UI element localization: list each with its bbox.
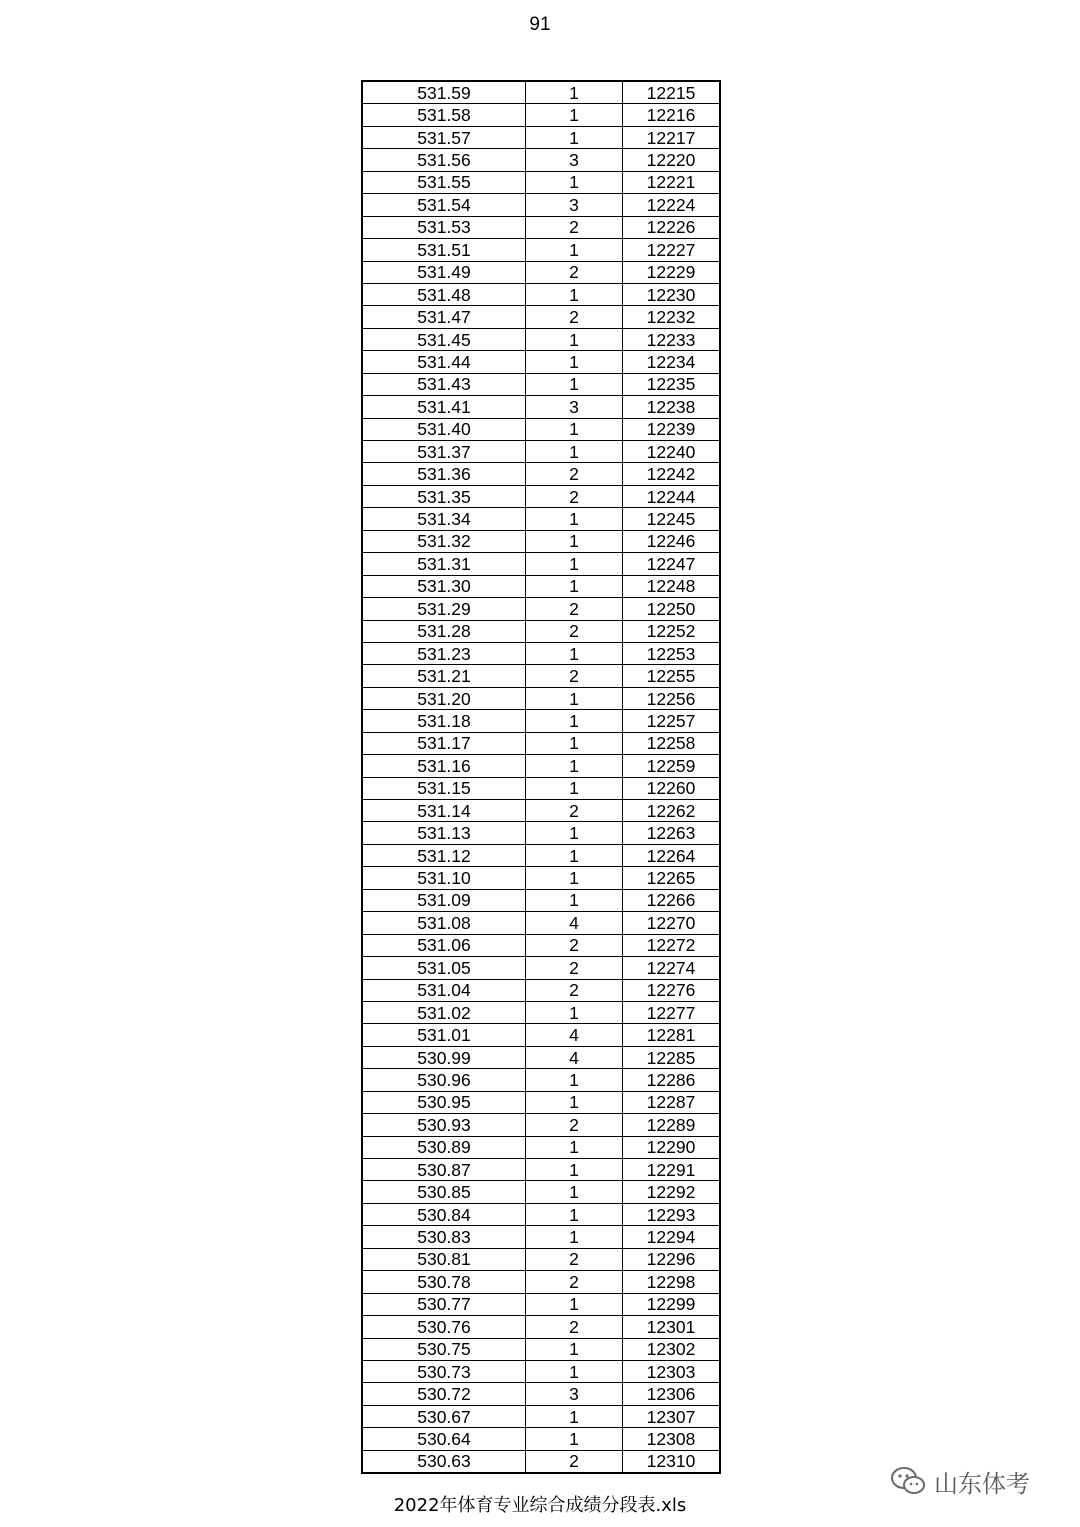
score-cell: 531.41	[362, 396, 526, 418]
cumulative-cell: 12296	[623, 1248, 721, 1270]
table-row	[362, 1338, 720, 1360]
table-row	[362, 1181, 720, 1203]
cumulative-cell: 12220	[623, 149, 721, 171]
cumulative-cell: 12281	[623, 1024, 721, 1046]
table-row	[362, 194, 720, 216]
table-row	[362, 642, 720, 664]
cumulative-cell: 12286	[623, 1069, 721, 1091]
score-cell: 531.18	[362, 710, 526, 732]
count-cell: 2	[526, 216, 623, 238]
score-cell: 530.95	[362, 1091, 526, 1113]
count-cell: 3	[526, 396, 623, 418]
count-cell: 1	[526, 1405, 623, 1427]
cumulative-cell: 12293	[623, 1203, 721, 1225]
count-cell: 2	[526, 1316, 623, 1338]
table-row	[362, 575, 720, 597]
footer-filename: 2022年体育专业综合成绩分段表.xls	[393, 1495, 687, 1516]
table-row	[362, 1001, 720, 1023]
table-row	[362, 979, 720, 1001]
score-cell: 531.36	[362, 463, 526, 485]
score-cell: 530.84	[362, 1203, 526, 1225]
table-row	[362, 598, 720, 620]
table-row	[362, 171, 720, 193]
count-cell: 2	[526, 485, 623, 507]
count-cell: 2	[526, 1271, 623, 1293]
score-cell: 530.89	[362, 1136, 526, 1158]
score-cell: 531.12	[362, 844, 526, 866]
count-cell: 1	[526, 844, 623, 866]
score-cell: 531.35	[362, 485, 526, 507]
count-cell: 1	[526, 373, 623, 395]
score-cell: 531.45	[362, 328, 526, 350]
count-cell: 2	[526, 957, 623, 979]
cumulative-cell: 12245	[623, 508, 721, 530]
table-row	[362, 396, 720, 418]
cumulative-cell: 12250	[623, 598, 721, 620]
score-cell: 531.40	[362, 418, 526, 440]
cumulative-cell: 12265	[623, 867, 721, 889]
count-cell: 1	[526, 822, 623, 844]
table-row	[362, 1091, 720, 1113]
count-cell: 1	[526, 1181, 623, 1203]
table-row	[362, 1069, 720, 1091]
table-row	[362, 889, 720, 911]
cumulative-cell: 12246	[623, 530, 721, 552]
count-cell: 1	[526, 171, 623, 193]
cumulative-cell: 12263	[623, 822, 721, 844]
table-row	[362, 508, 720, 530]
cumulative-cell: 12221	[623, 171, 721, 193]
cumulative-cell: 12298	[623, 1271, 721, 1293]
table-row	[362, 822, 720, 844]
score-cell: 531.13	[362, 822, 526, 844]
score-cell: 531.49	[362, 261, 526, 283]
cumulative-cell: 12242	[623, 463, 721, 485]
cumulative-cell: 12299	[623, 1293, 721, 1315]
table-row	[362, 800, 720, 822]
count-cell: 1	[526, 755, 623, 777]
score-cell: 530.64	[362, 1428, 526, 1450]
cumulative-cell: 12248	[623, 575, 721, 597]
count-cell: 4	[526, 912, 623, 934]
cumulative-cell: 12287	[623, 1091, 721, 1113]
count-cell: 1	[526, 418, 623, 440]
cumulative-cell: 12274	[623, 957, 721, 979]
score-cell: 530.81	[362, 1248, 526, 1270]
score-cell: 531.58	[362, 104, 526, 126]
count-cell: 2	[526, 979, 623, 1001]
table-row	[362, 687, 720, 709]
count-cell: 1	[526, 710, 623, 732]
table-row	[362, 81, 720, 104]
count-cell: 1	[526, 1203, 623, 1225]
table-row	[362, 1293, 720, 1315]
count-cell: 4	[526, 1046, 623, 1068]
count-cell: 2	[526, 463, 623, 485]
table-row	[362, 306, 720, 328]
table-row	[362, 934, 720, 956]
score-cell: 531.09	[362, 889, 526, 911]
table-row	[362, 1360, 720, 1382]
score-cell: 531.48	[362, 283, 526, 305]
count-cell: 1	[526, 867, 623, 889]
score-cell: 531.44	[362, 351, 526, 373]
score-cell: 531.59	[362, 81, 526, 104]
score-cell: 531.21	[362, 665, 526, 687]
score-cell: 530.78	[362, 1271, 526, 1293]
table-row	[362, 1450, 720, 1473]
count-cell: 1	[526, 351, 623, 373]
score-cell: 531.47	[362, 306, 526, 328]
count-cell: 3	[526, 1383, 623, 1405]
table-row	[362, 283, 720, 305]
page-number: 91	[529, 14, 551, 35]
cumulative-cell: 12264	[623, 844, 721, 866]
cumulative-cell: 12270	[623, 912, 721, 934]
score-cell: 530.99	[362, 1046, 526, 1068]
count-cell: 1	[526, 777, 623, 799]
score-cell: 531.15	[362, 777, 526, 799]
count-cell: 1	[526, 530, 623, 552]
table-row	[362, 1383, 720, 1405]
table-row	[362, 1428, 720, 1450]
count-cell: 1	[526, 1338, 623, 1360]
count-cell: 2	[526, 665, 623, 687]
count-cell: 1	[526, 553, 623, 575]
table-row	[362, 530, 720, 552]
table-row	[362, 1046, 720, 1068]
table-row	[362, 710, 720, 732]
count-cell: 2	[526, 306, 623, 328]
cumulative-cell: 12229	[623, 261, 721, 283]
count-cell: 1	[526, 732, 623, 754]
table-row	[362, 1203, 720, 1225]
table-row	[362, 373, 720, 395]
count-cell: 1	[526, 239, 623, 261]
cumulative-cell: 12266	[623, 889, 721, 911]
score-cell: 531.55	[362, 171, 526, 193]
score-cell: 531.08	[362, 912, 526, 934]
cumulative-cell: 12240	[623, 441, 721, 463]
score-cell: 531.20	[362, 687, 526, 709]
count-cell: 1	[526, 889, 623, 911]
cumulative-cell: 12262	[623, 800, 721, 822]
cumulative-cell: 12294	[623, 1226, 721, 1248]
table-row	[362, 126, 720, 148]
score-cell: 531.01	[362, 1024, 526, 1046]
cumulative-cell: 12290	[623, 1136, 721, 1158]
score-cell: 531.51	[362, 239, 526, 261]
cumulative-cell: 12260	[623, 777, 721, 799]
table-row	[362, 216, 720, 238]
score-cell: 531.04	[362, 979, 526, 1001]
table-row	[362, 912, 720, 934]
table-row	[362, 1405, 720, 1427]
cumulative-cell: 12217	[623, 126, 721, 148]
score-cell: 530.93	[362, 1114, 526, 1136]
score-cell: 531.34	[362, 508, 526, 530]
score-cell: 531.32	[362, 530, 526, 552]
score-cell: 530.77	[362, 1293, 526, 1315]
score-cell: 531.37	[362, 441, 526, 463]
table-row	[362, 261, 720, 283]
cumulative-cell: 12276	[623, 979, 721, 1001]
table-row	[362, 867, 720, 889]
count-cell: 1	[526, 1001, 623, 1023]
table-row	[362, 351, 720, 373]
cumulative-cell: 12308	[623, 1428, 721, 1450]
count-cell: 1	[526, 642, 623, 664]
score-cell: 530.83	[362, 1226, 526, 1248]
count-cell: 1	[526, 1360, 623, 1382]
table-row	[362, 441, 720, 463]
score-cell: 530.67	[362, 1405, 526, 1427]
count-cell: 1	[526, 283, 623, 305]
cumulative-cell: 12257	[623, 710, 721, 732]
cumulative-cell: 12307	[623, 1405, 721, 1427]
count-cell: 1	[526, 1428, 623, 1450]
cumulative-cell: 12234	[623, 351, 721, 373]
table-row	[362, 553, 720, 575]
cumulative-cell: 12289	[623, 1114, 721, 1136]
score-cell: 531.14	[362, 800, 526, 822]
table-row	[362, 1159, 720, 1181]
cumulative-cell: 12239	[623, 418, 721, 440]
cumulative-cell: 12301	[623, 1316, 721, 1338]
table-row	[362, 1316, 720, 1338]
table-body	[362, 81, 720, 1473]
score-cell: 530.96	[362, 1069, 526, 1091]
score-cell: 530.76	[362, 1316, 526, 1338]
count-cell: 1	[526, 1293, 623, 1315]
count-cell: 1	[526, 104, 623, 126]
table-row	[362, 485, 720, 507]
score-cell: 530.85	[362, 1181, 526, 1203]
score-cell: 530.73	[362, 1360, 526, 1382]
watermark-text: 山东体考	[934, 1469, 1030, 1498]
cumulative-cell: 12310	[623, 1450, 721, 1473]
cumulative-cell: 12227	[623, 239, 721, 261]
count-cell: 1	[526, 1159, 623, 1181]
count-cell: 3	[526, 194, 623, 216]
count-cell: 2	[526, 934, 623, 956]
score-cell: 531.30	[362, 575, 526, 597]
cumulative-cell: 12244	[623, 485, 721, 507]
table-row	[362, 239, 720, 261]
table-row	[362, 418, 720, 440]
score-cell: 531.31	[362, 553, 526, 575]
count-cell: 2	[526, 1450, 623, 1473]
score-cell: 531.05	[362, 957, 526, 979]
cumulative-cell: 12258	[623, 732, 721, 754]
table-row	[362, 104, 720, 126]
score-cell: 531.28	[362, 620, 526, 642]
count-cell: 2	[526, 1248, 623, 1270]
cumulative-cell: 12238	[623, 396, 721, 418]
cumulative-cell: 12247	[623, 553, 721, 575]
cumulative-cell: 12255	[623, 665, 721, 687]
table-row	[362, 755, 720, 777]
count-cell: 4	[526, 1024, 623, 1046]
cumulative-cell: 12235	[623, 373, 721, 395]
count-cell: 1	[526, 126, 623, 148]
cumulative-cell: 12291	[623, 1159, 721, 1181]
count-cell: 1	[526, 1226, 623, 1248]
cumulative-cell: 12232	[623, 306, 721, 328]
score-cell: 530.72	[362, 1383, 526, 1405]
score-cell: 530.75	[362, 1338, 526, 1360]
count-cell: 1	[526, 81, 623, 104]
count-cell: 1	[526, 1091, 623, 1113]
cumulative-cell: 12226	[623, 216, 721, 238]
cumulative-cell: 12256	[623, 687, 721, 709]
cumulative-cell: 12292	[623, 1181, 721, 1203]
table-row	[362, 1248, 720, 1270]
cumulative-cell: 12277	[623, 1001, 721, 1023]
cumulative-cell: 12306	[623, 1383, 721, 1405]
cumulative-cell: 12303	[623, 1360, 721, 1382]
score-cell: 531.53	[362, 216, 526, 238]
count-cell: 1	[526, 1069, 623, 1091]
table-row	[362, 1226, 720, 1248]
cumulative-cell: 12285	[623, 1046, 721, 1068]
cumulative-cell: 12224	[623, 194, 721, 216]
table-row	[362, 463, 720, 485]
table-row	[362, 732, 720, 754]
cumulative-cell: 12233	[623, 328, 721, 350]
cumulative-cell: 12252	[623, 620, 721, 642]
count-cell: 1	[526, 508, 623, 530]
table-row	[362, 777, 720, 799]
score-cell: 530.87	[362, 1159, 526, 1181]
score-cell: 531.02	[362, 1001, 526, 1023]
count-cell: 3	[526, 149, 623, 171]
count-cell: 2	[526, 620, 623, 642]
count-cell: 2	[526, 598, 623, 620]
count-cell: 1	[526, 328, 623, 350]
cumulative-cell: 12259	[623, 755, 721, 777]
score-cell: 531.43	[362, 373, 526, 395]
score-cell: 531.57	[362, 126, 526, 148]
score-cell: 531.29	[362, 598, 526, 620]
table-row	[362, 328, 720, 350]
score-cell: 530.63	[362, 1450, 526, 1473]
count-cell: 1	[526, 575, 623, 597]
table-row	[362, 1114, 720, 1136]
table-row	[362, 1271, 720, 1293]
count-cell: 2	[526, 261, 623, 283]
count-cell: 1	[526, 687, 623, 709]
table-row	[362, 665, 720, 687]
count-cell: 1	[526, 441, 623, 463]
table-row	[362, 957, 720, 979]
cumulative-cell: 12230	[623, 283, 721, 305]
score-cell: 531.16	[362, 755, 526, 777]
score-cell: 531.06	[362, 934, 526, 956]
table-row	[362, 149, 720, 171]
table-row	[362, 1136, 720, 1158]
score-cell: 531.10	[362, 867, 526, 889]
score-cell: 531.54	[362, 194, 526, 216]
table-row	[362, 1024, 720, 1046]
score-cell: 531.23	[362, 642, 526, 664]
cumulative-cell: 12215	[623, 81, 721, 104]
count-cell: 1	[526, 1136, 623, 1158]
cumulative-cell: 12272	[623, 934, 721, 956]
count-cell: 2	[526, 800, 623, 822]
table-row	[362, 844, 720, 866]
score-cell: 531.17	[362, 732, 526, 754]
cumulative-cell: 12302	[623, 1338, 721, 1360]
cumulative-cell: 12253	[623, 642, 721, 664]
score-cell: 531.56	[362, 149, 526, 171]
count-cell: 2	[526, 1114, 623, 1136]
cumulative-cell: 12216	[623, 104, 721, 126]
score-distribution-table	[361, 80, 721, 1474]
table-row	[362, 620, 720, 642]
